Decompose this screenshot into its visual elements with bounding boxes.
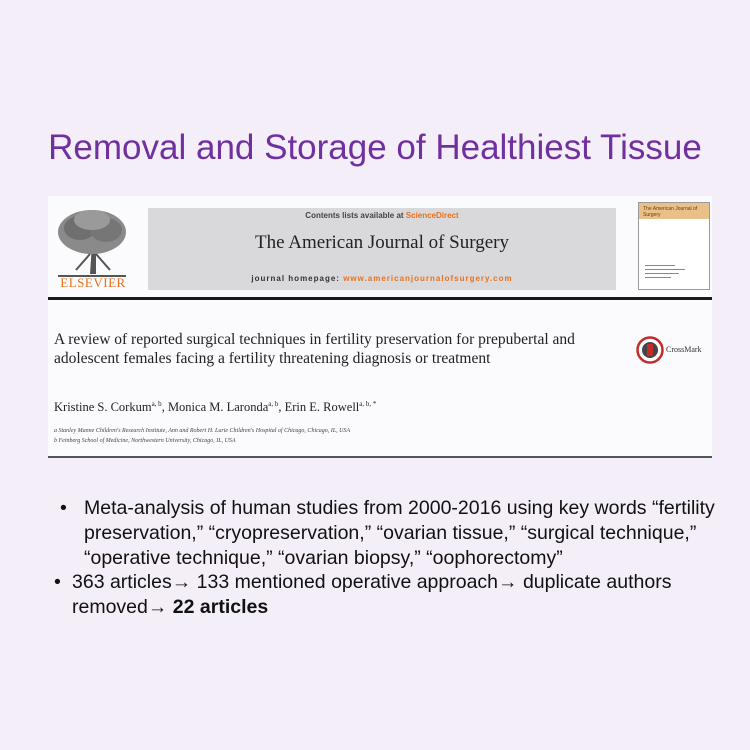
journal-homepage-line (148, 274, 616, 283)
bullet-marker: • (60, 497, 67, 519)
crossmark-icon[interactable] (636, 336, 664, 364)
journal-cover-thumbnail (638, 202, 710, 290)
author-affiliation-mark: a, b, * (359, 400, 377, 408)
contents-prefix: Contents lists available at (305, 211, 406, 220)
article-header-divider (48, 456, 712, 458)
affiliation-a: a Stanley Manne Children's Research Institute, Ann and Robert H. Lurie Children's Hospital of Chicago, Chicago, IL, USA (54, 428, 351, 434)
cover-line (645, 277, 671, 278)
slide-title: Removal and Storage of Healthiest Tissue (48, 128, 702, 167)
masthead-divider (48, 297, 712, 300)
author-separator: , (278, 400, 285, 415)
bullet-list (54, 496, 740, 620)
bullet-text: 363 articles→ 133 mentioned operative approach→ duplicate authors removed→ (72, 571, 672, 618)
journal-masthead-band (48, 196, 712, 298)
author-name: Monica M. Laronda (167, 400, 269, 415)
article-title: A review of reported surgical techniques in fertility preservation for prepubertal and adolescent females facing a fertility threatening diagnosis or treatment (54, 331, 575, 367)
author-affiliation-mark: a, b (151, 400, 162, 408)
article-header-image (48, 196, 712, 458)
journal-homepage-link[interactable]: www.americanjournalofsurgery.com (343, 274, 513, 283)
cover-title: The American Journal of Surgery (643, 206, 698, 218)
homepage-prefix: journal homepage: (251, 274, 344, 283)
author-list (54, 400, 376, 415)
contents-line (148, 211, 616, 220)
elsevier-tree-logo (52, 204, 132, 286)
author-name: Kristine S. Corkum (54, 400, 152, 415)
journal-name: The American Journal of Surgery (255, 232, 509, 253)
cover-line (645, 269, 685, 270)
affiliation-b: b Feinberg School of Medicine, Northwestern University, Chicago, IL, USA (54, 438, 236, 444)
elsevier-wordmark: ELSEVIER (60, 275, 126, 290)
cover-line (645, 265, 675, 266)
cover-line (645, 273, 679, 274)
journal-masthead (148, 208, 616, 290)
author-separator: , (161, 400, 168, 415)
bullet-item (54, 570, 740, 620)
bullet-item (60, 496, 740, 571)
sciencedirect-link[interactable]: ScienceDirect (405, 211, 459, 220)
author-name: Erin E. Rowell (284, 400, 360, 415)
bullet-emphasis: 22 articles (172, 596, 269, 618)
bullet-marker: • (54, 571, 61, 593)
bullet-text: Meta-analysis of human studies from 2000-2016 using key words “fertility preservation,” “cryopreservation,” “ovarian tissue,” “surgical technique,” “operative technique,” “ovarian biopsy,” “oophorectomy” (84, 497, 715, 569)
author-affiliation-mark: a, b (268, 400, 279, 408)
crossmark-label: CrossMark (666, 345, 702, 354)
